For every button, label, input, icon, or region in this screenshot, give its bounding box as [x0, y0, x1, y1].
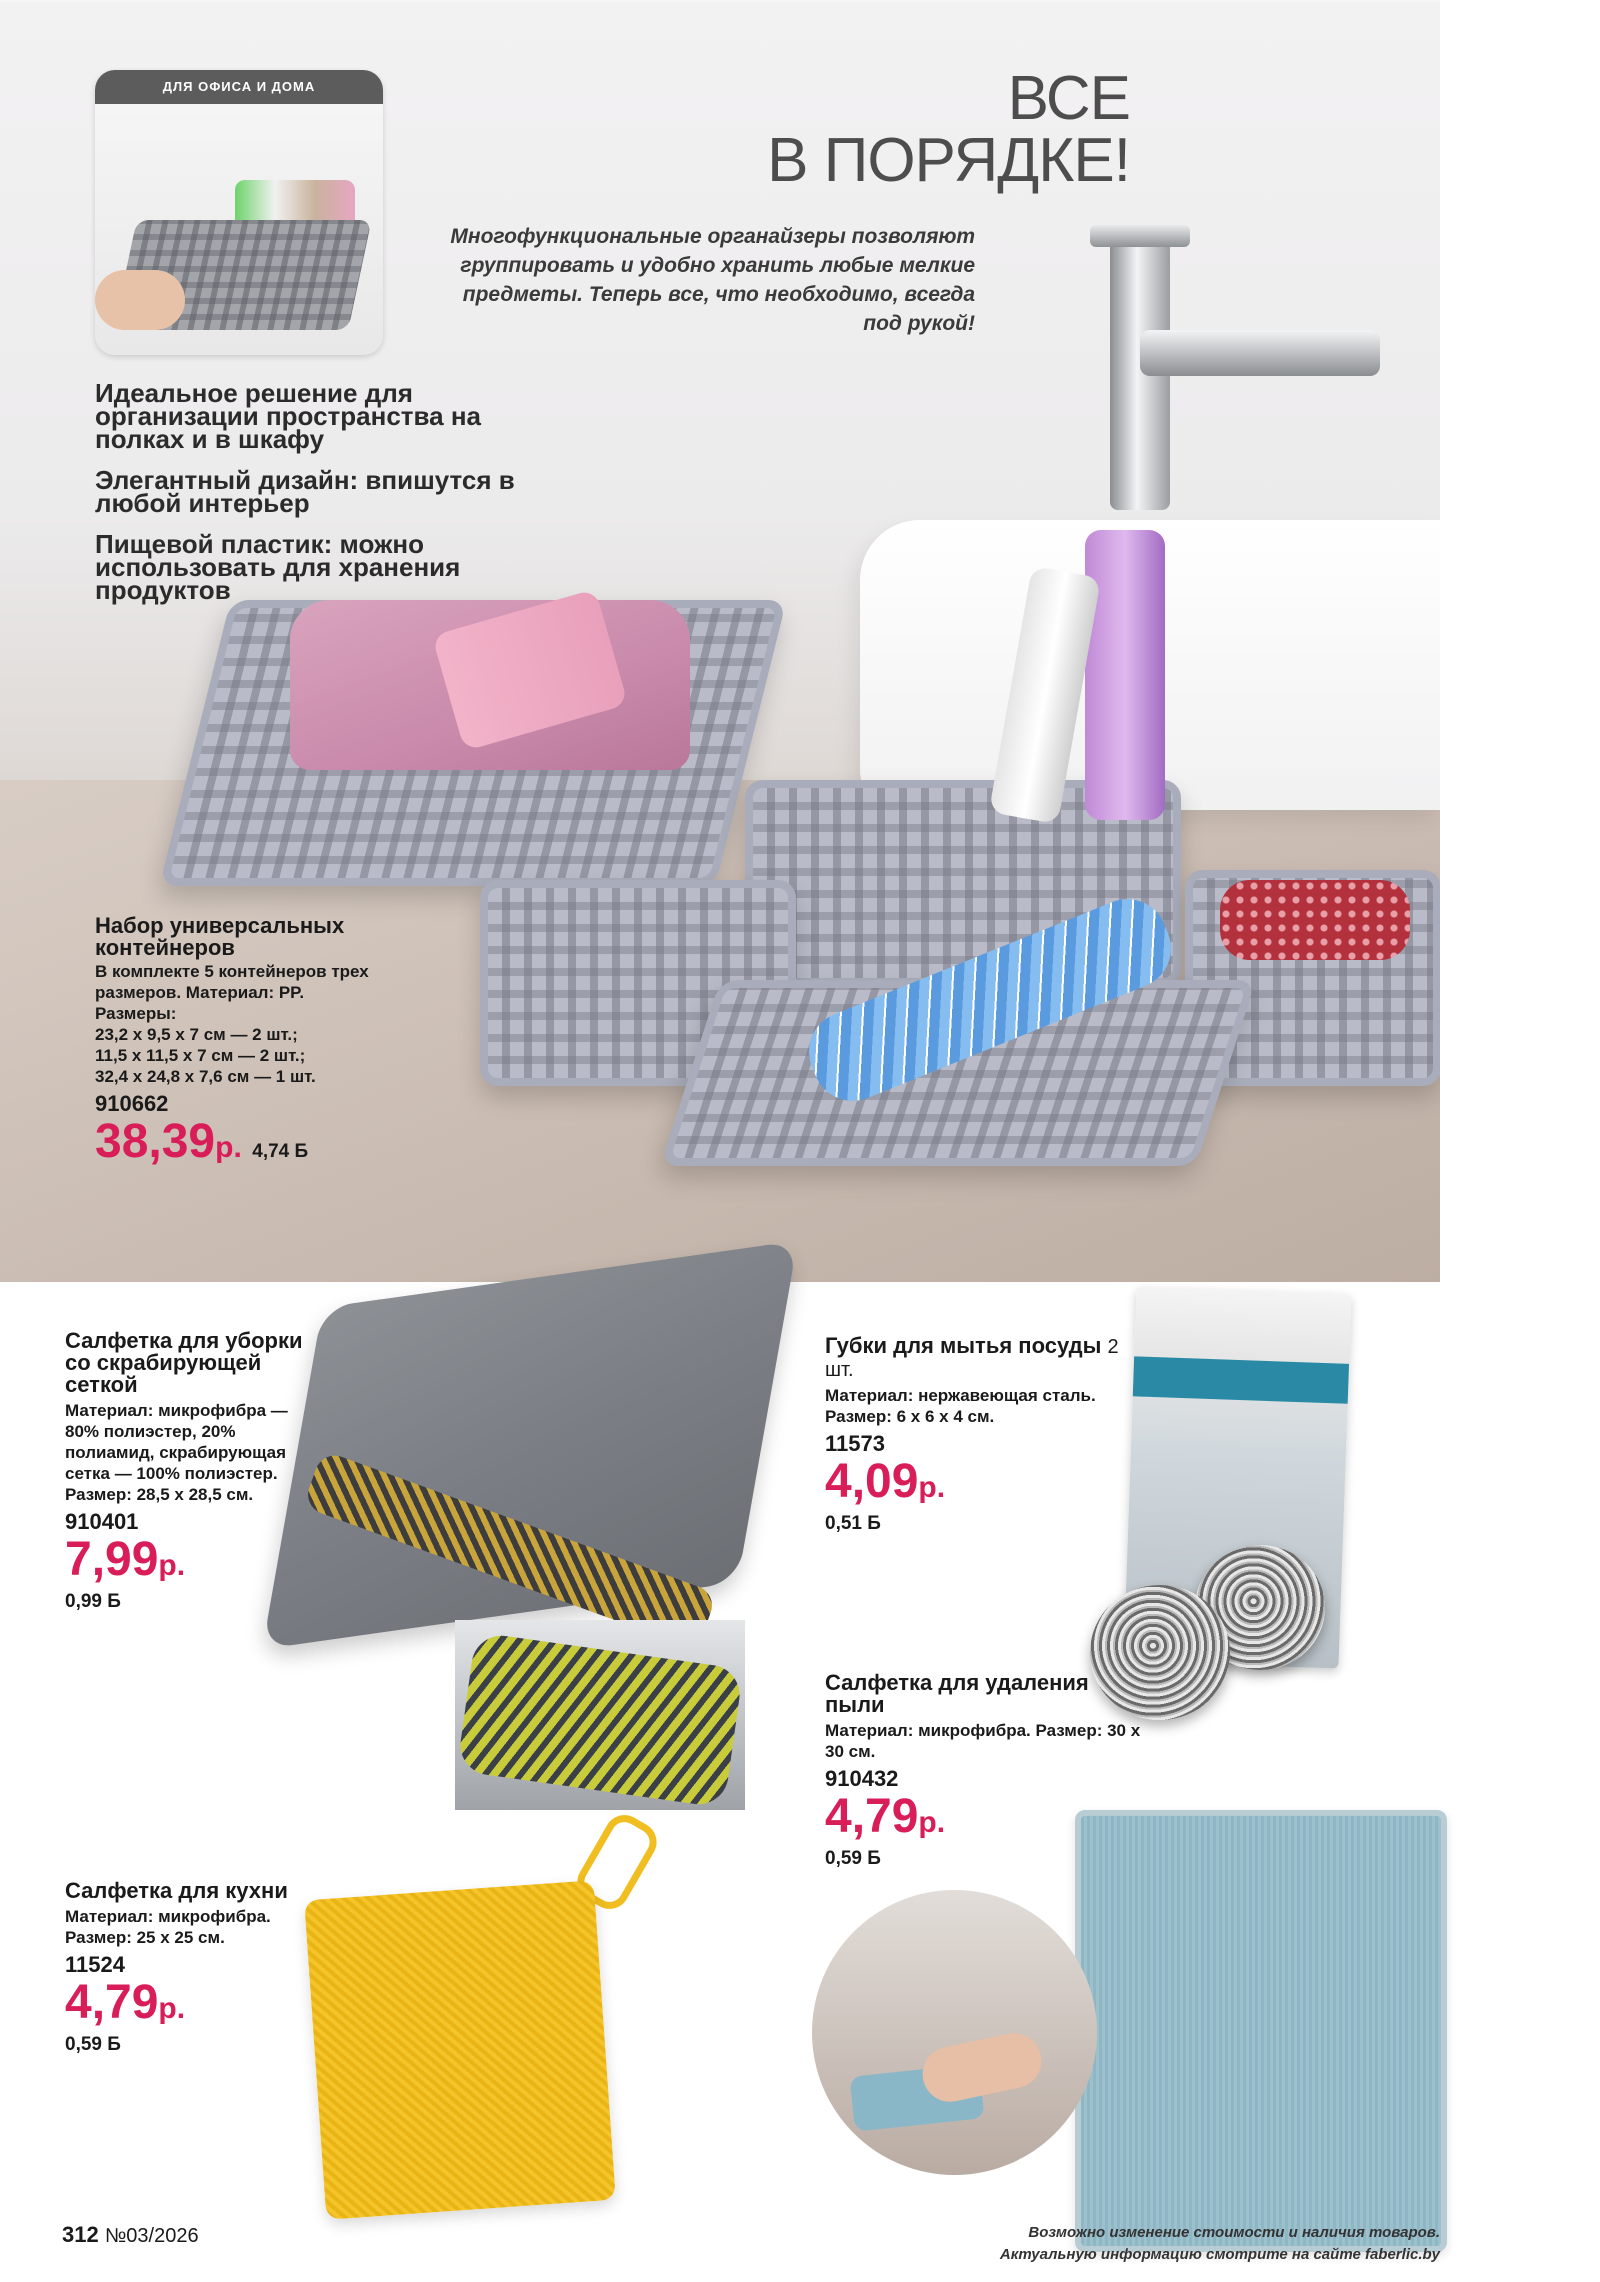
product-desc: В комплекте 5 контейнеров трех размеров. Материал: PP.	[95, 962, 369, 1002]
product-price: 4,79	[825, 1790, 919, 1843]
price-row	[65, 1978, 315, 2034]
product-desc: 11,5 х 11,5 х 7 см — 2 шт.;	[95, 1046, 306, 1065]
product-points: 0,59 Б	[825, 1848, 881, 1869]
price-row	[65, 1535, 325, 1591]
product-name: Губки для мытья посуды 2 шт.	[825, 1333, 1119, 1381]
product-desc: 23,2 х 9,5 х 7 см — 2 шт.;	[95, 1025, 298, 1044]
price-row	[825, 1457, 1125, 1513]
feature-item: Идеальное решение для организации пространства на полках и в шкафу	[95, 378, 482, 454]
product-qty: 2 шт.	[825, 1336, 1119, 1381]
hand-image	[95, 270, 185, 330]
inset-label: ДЛЯ ОФИСА И ДОМА	[95, 70, 383, 104]
product-kitchen-cloth	[65, 1880, 315, 2056]
product-name: Набор универсальных контейнеров	[95, 913, 345, 960]
product-name: Салфетка для удаления пыли	[825, 1670, 1089, 1717]
purple-bottle-image	[1085, 530, 1165, 820]
wall-tile-line	[0, 0, 1440, 2]
product-sponges	[825, 1335, 1125, 1535]
office-inset-photo	[95, 70, 383, 355]
product-name: Салфетка для уборки со скрабирующей сеткой	[65, 1328, 303, 1397]
price-row	[95, 1117, 455, 1173]
yellow-cloth-image	[304, 1880, 616, 2219]
price-currency: р.	[158, 1992, 186, 2025]
footer-note	[1000, 2222, 1440, 2266]
headline-line-1: ВСЕ	[1007, 64, 1130, 133]
product-points: 0,51 Б	[825, 1513, 881, 1534]
scrub-mesh-photo	[455, 1620, 745, 1810]
product-sku: 910432	[825, 1766, 899, 1791]
page-number: 312 №03/2026	[62, 2222, 199, 2247]
issue-number: №03/2026	[104, 2225, 199, 2247]
price-currency: р.	[158, 1549, 186, 1582]
product-sku: 910401	[65, 1509, 139, 1534]
package-band	[1133, 1356, 1349, 1403]
headline-line-2: В ПОРЯДКЕ!	[767, 126, 1130, 195]
footer-note-line: Актуальную информацию смотрите на сайте faberlic.by	[999, 2246, 1440, 2263]
dusting-photo	[812, 1890, 1097, 2175]
lede-text: Многофункциональные органайзеры позволяют группировать и удобно хранить любые мелкие предметы. Теперь все, что необходимо, всегда под рукой!	[450, 225, 975, 335]
product-price: 4,09	[825, 1455, 919, 1508]
product-desc: Материал: микрофибра. Размер: 25 х 25 см.	[65, 1907, 271, 1947]
feature-item: Элегантный дизайн: впишутся в любой интерьер	[95, 465, 515, 518]
product-name: Салфетка для кухни	[65, 1878, 288, 1903]
product-desc: 32,4 х 24,8 х 7,6 см — 1 шт.	[95, 1067, 316, 1086]
mesh-image	[457, 1632, 744, 1808]
product-price: 7,99	[65, 1533, 159, 1586]
price-currency: р.	[918, 1806, 946, 1839]
product-dust-cloth	[825, 1672, 1145, 1870]
feature-list	[95, 378, 565, 620]
product-desc: Материал: нержавеющая сталь. Размер: 6 х 6 х 4 см.	[825, 1386, 1096, 1426]
product-sku: 11524	[65, 1952, 125, 1977]
product-points: 0,99 Б	[65, 1591, 121, 1612]
product-containers	[95, 915, 455, 1173]
product-sku: 910662	[95, 1091, 169, 1116]
product-desc: Материал: микрофибра. Размер: 30 х 30 см.	[825, 1721, 1141, 1761]
product-desc: Материал: микрофибра — 80% полиэстер, 20% полиамид, скрабирующая сетка — 100% полиэстер. Размер: 28,5 х 28,5 см.	[65, 1401, 288, 1504]
hand-image	[918, 2028, 1047, 2107]
product-scrub-cloth	[65, 1330, 325, 1613]
price-currency: р.	[918, 1471, 946, 1504]
price-row	[825, 1792, 1145, 1848]
faucet-lever-image	[1090, 225, 1190, 247]
product-desc: Размеры:	[95, 1004, 177, 1023]
feature-item: Пищевой пластик: можно использовать для хранения продуктов	[95, 529, 461, 605]
red-mesh-sponge-image	[1220, 880, 1410, 960]
product-points: 0,59 Б	[65, 2034, 121, 2055]
page-headline	[767, 64, 1130, 195]
product-price: 38,39	[95, 1115, 216, 1168]
faucet-spout-image	[1140, 330, 1380, 376]
blue-cloth-image	[1075, 1810, 1447, 2252]
price-currency: р.	[215, 1131, 242, 1164]
product-sku: 11573	[825, 1431, 885, 1456]
footer-note-line: Возможно изменение стоимости и наличия товаров.	[1028, 2224, 1440, 2241]
product-points: 4,74 Б	[252, 1141, 309, 1162]
product-price: 4,79	[65, 1976, 159, 2029]
